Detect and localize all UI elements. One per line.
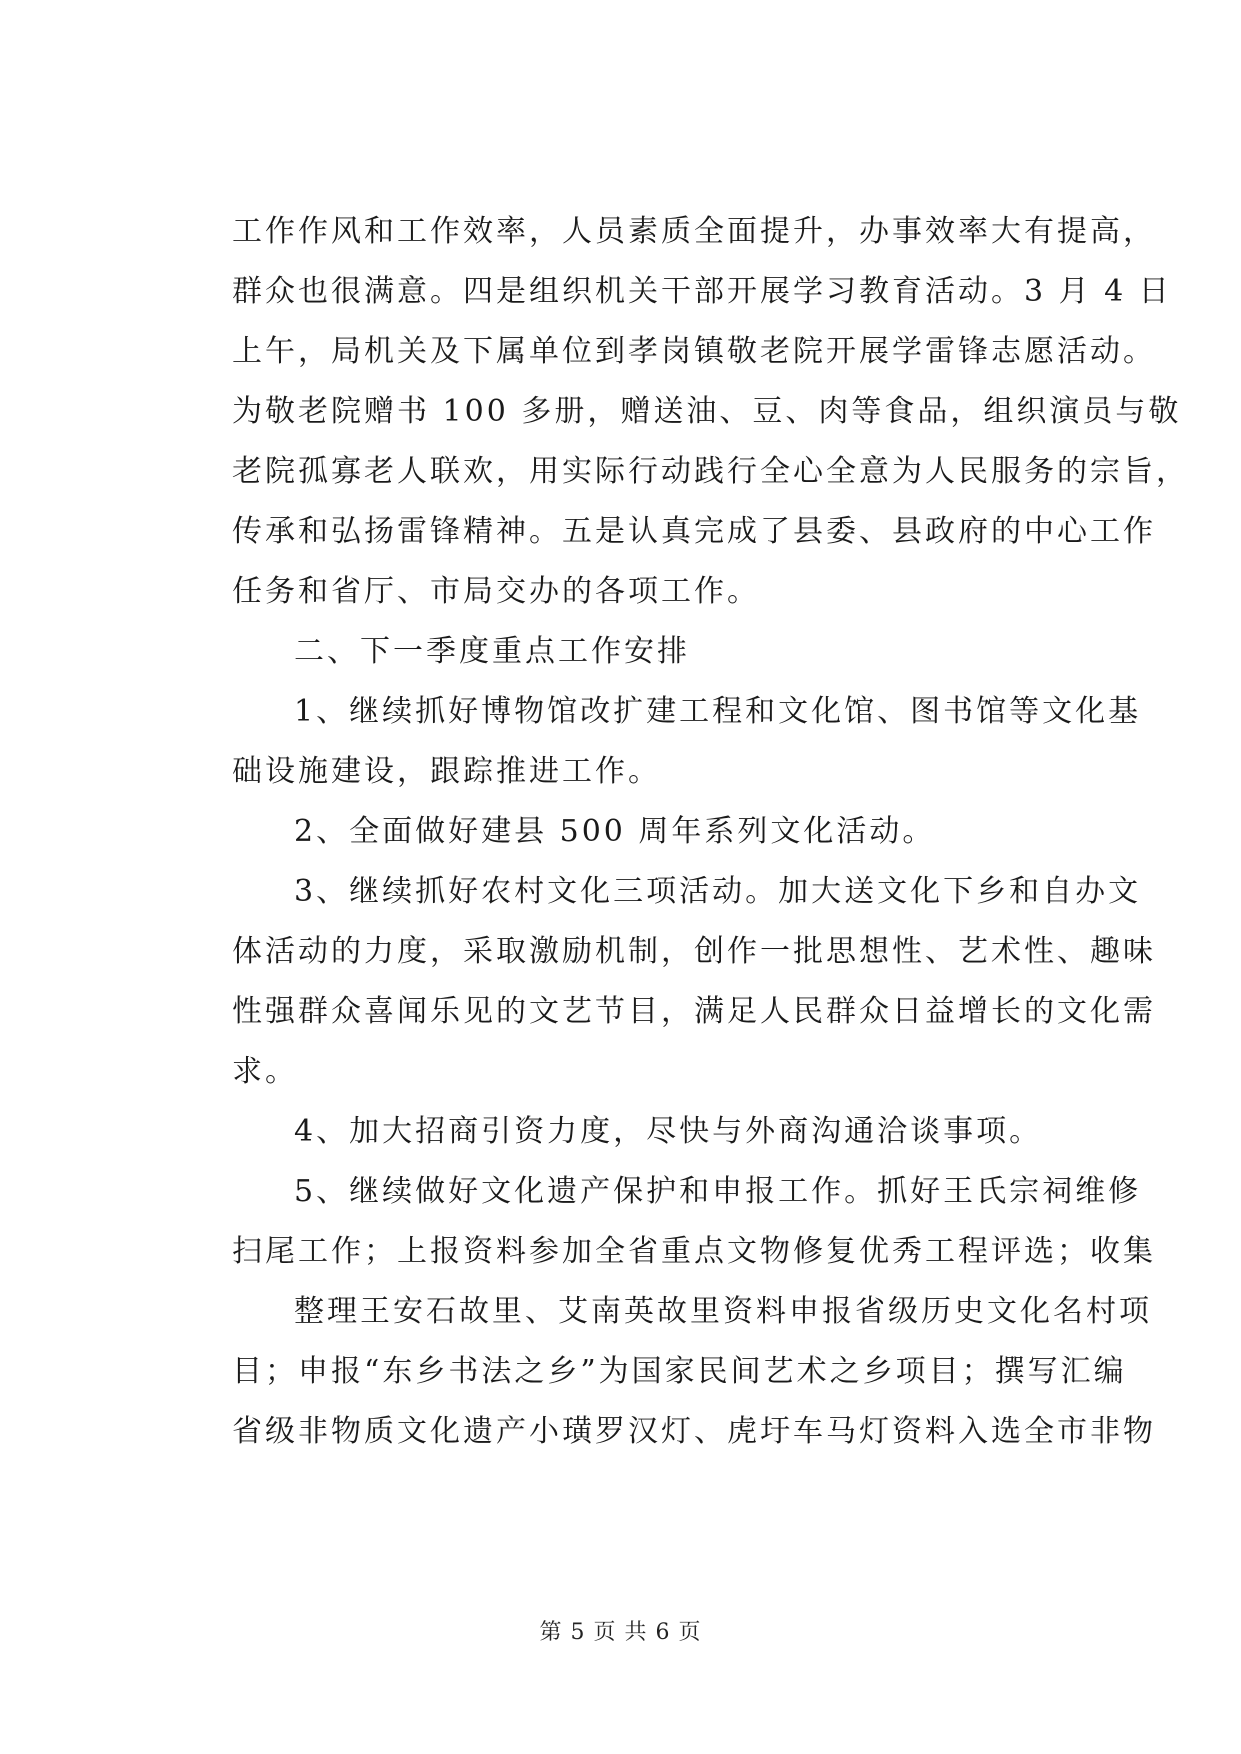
text-line: 群众也很满意。四是组织机关干部开展学习教育活动。3 月 4 日 [232,274,1172,309]
text-line: 求。 [232,1054,298,1089]
text-line: 扫尾工作；上报资料参加全省重点文物修复优秀工程评选；收集 [232,1234,1156,1269]
text-line: 体活动的力度，采取激励机制，创作一批思想性、艺术性、趣味 [232,934,1156,969]
text-line: 整理王安石故里、艾南英故里资料申报省级历史文化名村项 [294,1294,1152,1329]
text-line: 4、加大招商引资力度，尽快与外商沟通洽谈事项。 [294,1114,1043,1149]
text-line: 工作作风和工作效率，人员素质全面提升，办事效率大有提高， [232,214,1156,249]
text-line: 上午，局机关及下属单位到孝岗镇敬老院开展学雷锋志愿活动。 [232,334,1156,369]
text-line: 省级非物质文化遗产小璜罗汉灯、虎圩车马灯资料入选全市非物 [232,1414,1156,1449]
text-line: 2、全面做好建县 500 周年系列文化活动。 [294,814,936,849]
text-line: 老院孤寡老人联欢，用实际行动践行全心全意为人民服务的宗旨， [232,454,1189,489]
text-line: 础设施建设，跟踪推进工作。 [232,754,661,789]
text-line: 5、继续做好文化遗产保护和申报工作。抓好王氏宗祠维修 [294,1174,1142,1209]
page-number-footer: 第 5 页 共 6 页 [539,1620,702,1645]
text-line: 3、继续抓好农村文化三项活动。加大送文化下乡和自办文 [294,874,1142,909]
text-line: 性强群众喜闻乐见的文艺节目，满足人民群众日益增长的文化需 [232,994,1156,1029]
text-line: 任务和省厅、市局交办的各项工作。 [232,574,760,609]
section-heading: 二、下一季度重点工作安排 [294,634,690,669]
text-line: 目；申报“东乡书法之乡”为国家民间艺术之乡项目；撰写汇编 [232,1354,1127,1389]
text-line: 传承和弘扬雷锋精神。五是认真完成了县委、县政府的中心工作 [232,514,1156,549]
text-line: 为敬老院赠书 100 多册，赠送油、豆、肉等食品，组织演员与敬 [232,394,1182,429]
text-line: 1、继续抓好博物馆改扩建工程和文化馆、图书馆等文化基 [294,694,1142,729]
